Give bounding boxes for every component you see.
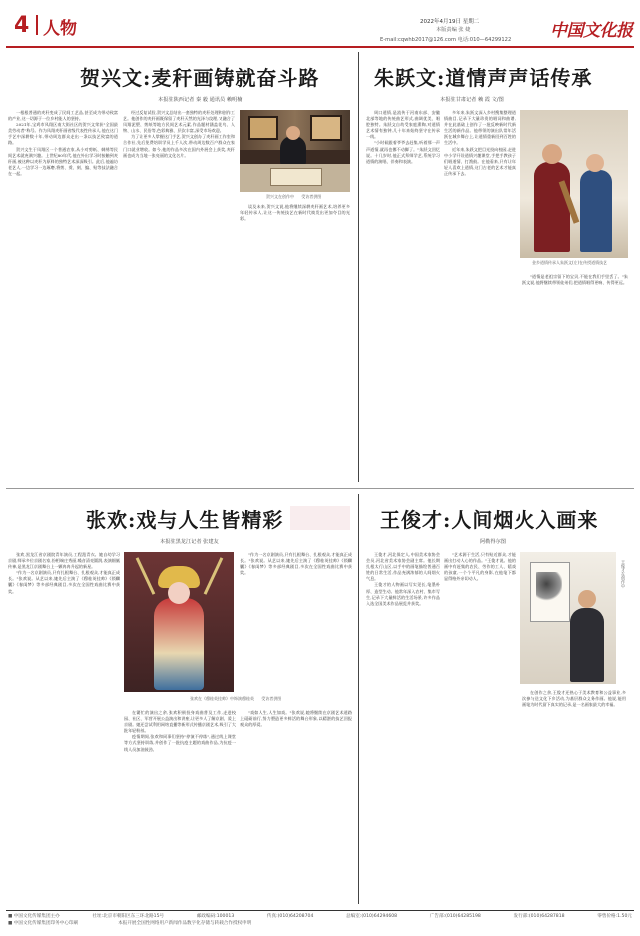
caption-text: 张欢在《穆桂英挂帅》中饰演穆桂英 xyxy=(190,696,254,701)
article-body-col1 xyxy=(8,110,118,480)
artist-head xyxy=(286,126,300,140)
paragraph: "道情是老祖宗留下的宝贝,不能在我们手里丢了。"朱跃文说,他将继续带领徒弟们,把道情唱得更响、传得更远。 xyxy=(522,274,628,286)
column-divider xyxy=(358,494,359,904)
page-footer xyxy=(8,913,632,933)
byline: 本报驻陕西记者 秦 毅 通讯员 赖明楠 xyxy=(158,97,243,103)
paragraph: 疫情期间,张欢和同事们坚持"停演不停练",通过线上课堂等方式坚持训练,并创作了一批抗疫主题的戏曲作品,为抗疫一线人员加油鼓劲。 xyxy=(124,734,236,752)
artist-figure xyxy=(280,136,306,166)
section-name: 人物 xyxy=(43,19,77,39)
newspaper-logo: 中国文化报 xyxy=(550,21,633,41)
paragraph: 王俊才,河北保定人,中国美术家协会会员,河北省美术家协会副主席。他长期扎根太行山区,以手中的画笔描绘普通百姓的日常生活,作品充满浓郁的人间烟火气息。 xyxy=(366,552,440,582)
column-divider xyxy=(358,52,359,482)
paragraph: 近年来,朱跃文把目光投向校园,走进中小学开设道情兴趣课堂,手把手教孩子们唱道情、打渔鼓。在他看来,只有让年轻人喜欢上道情,这门古老的艺术才能真正传承下去。 xyxy=(444,146,516,176)
article-body-col3 xyxy=(240,710,352,902)
section-divider-rule xyxy=(6,488,634,489)
photo-caption xyxy=(266,194,356,199)
byline: 本报驻黑龙江记者 张建友 xyxy=(160,539,219,545)
article-body-col2 xyxy=(444,552,516,902)
footer-row-2 xyxy=(8,920,632,927)
opera-costume xyxy=(154,598,204,690)
postcode: 邮政编码:100013 xyxy=(196,914,235,919)
performer-figure xyxy=(534,162,570,252)
editorial-phone: 总编室:(010)64294608 xyxy=(346,914,398,919)
contact-info: E-mail:cqwhb2017@126.com 电话:010—64299122 xyxy=(380,37,512,43)
article-body-col3 xyxy=(522,274,628,480)
paragraph: "艺术源于生活,只有贴近群众,才能画出打动人心的作品。"王俊才说。他的画中有赶集的农民、劳作的工人、嬉戏的孩童,一个个平凡的身影,在他笔下都显得格外亲切动人。 xyxy=(444,552,516,582)
article-body-col2 xyxy=(444,110,516,480)
byline: 阿勒得尔图 xyxy=(480,539,506,545)
paragraph: 王俊才的人物画以写实见长,笔墨朴厚、造型生动。他常年深入农村、集市写生,记录下大量鲜活的生活场景,许多作品入选全国美术作品展览并获奖。 xyxy=(366,582,440,606)
article-body-col1 xyxy=(366,552,440,902)
photo-caption: 金乡道情传承人朱跃文(左)在传授道情技艺 xyxy=(532,260,608,265)
paragraph: "作为一名京剧演员,只有扎根舞台、扎根观众,才能真正成长。"张欢说。从艺以来,她先后主演了《穆桂英挂帅》《锁麟囊》《春闺梦》等多部经典剧目,多次在全国性戏曲比赛中获奖。 xyxy=(240,552,352,576)
printer: ■ 中国文化传媒集团印务中心印刷 xyxy=(8,921,79,926)
article-body-col1 xyxy=(366,110,440,480)
fax: 传真:(010)64208704 xyxy=(266,914,314,919)
publisher: ■ 中国文化传媒集团主办 xyxy=(8,914,60,919)
footer-row-1 xyxy=(8,913,632,920)
paragraph: "小时候跟着爷爷去赶集,听着那一声声道情,就再也挪不动脚了。"朱跃文回忆说。十几岁时,他正式拜师学艺,系统学习道情的演唱、伴奏和表演。 xyxy=(366,140,440,164)
footer-rule xyxy=(6,910,634,911)
copyright-notice: 本报开展全国性网络用户新闻作品数字化存储与转载合作授权申明 xyxy=(118,921,252,926)
article-zhuyuewen xyxy=(362,48,634,488)
painter-figure xyxy=(570,608,604,682)
ad-phone: 广告部:(010)64285198 xyxy=(429,914,481,919)
painter-head xyxy=(578,590,596,608)
article-body-col3 xyxy=(240,204,350,480)
page-header xyxy=(0,0,640,46)
framed-painting-icon xyxy=(248,116,278,140)
headline-accent xyxy=(290,506,350,530)
paragraph: 谈及未来,贺兴文说,他将继续深耕麦秆画艺术,培养更多年轻传承人,让这一传统技艺在新时代焕发出更加夺目的光彩。 xyxy=(240,204,350,222)
paragraph: 在繁忙的演出之余,张欢积极投身戏曲普及工作,走进校园、社区、军营开展公益演出和讲座,让更多人了解京剧、爱上京剧。她还尝试利用网络直播等新形式传播京剧艺术,吸引了大批年轻粉丝。 xyxy=(124,710,236,734)
paragraph: "戏如人生,人生如戏。"张欢说,她将继续在京剧艺术道路上砥砺前行,努力塑造更多鲜活的舞台形象,以精湛的技艺回报观众的厚爱。 xyxy=(240,710,352,728)
article-hexingwen xyxy=(0,48,355,488)
article-body-col1 xyxy=(8,552,120,902)
distribution-phone: 发行部:(010)64287818 xyxy=(513,914,565,919)
paragraph: 为了让更多人掌握这门手艺,贺兴文创办了麦秆画工作室和合作社,先后免费培训学员上千人次,带动周边数百户群众在家门口就业增收。如今,他的作品多次在国内外展会上获奖,麦秆画也成为当地一张亮丽的文化名片。 xyxy=(123,134,235,158)
paragraph: 一根根普通的麦秆变成了民间工艺品,甚至成为带动致富的产业,这一切源于一位乡村能人的坚持。 xyxy=(8,110,118,122)
article-photo xyxy=(240,110,350,192)
article-zhanghuan xyxy=(0,490,355,908)
article-photo xyxy=(124,552,234,692)
article-body-col3 xyxy=(522,690,626,902)
framed-painting-icon xyxy=(310,115,342,141)
performer-head xyxy=(542,144,562,164)
address: 社址:北京市朝阳区东三环北路15号 xyxy=(92,914,165,919)
byline: 本报驻甘肃记者 赖 霞 文/图 xyxy=(440,97,504,103)
issue-date: 2022年4月19日 星期二 xyxy=(420,19,480,25)
paragraph: 张欢,黑龙江省京剧院青年演员,工程派青衣。她自幼学习京剧,师承多位京剧名家,扮相端庄秀丽,嗓音清亮圆润,表演细腻传神,是黑龙江京剧舞台上一颗冉冉升起的新星。 xyxy=(8,552,120,570)
caption-credit: 受访者供图 xyxy=(261,696,282,701)
student-figure xyxy=(580,170,612,252)
article-photo xyxy=(520,552,616,684)
article-photo xyxy=(520,110,628,258)
article-body-col2 xyxy=(124,710,236,902)
page-number: 4 xyxy=(14,13,30,38)
headline: 张欢:戏与人生皆精彩 xyxy=(86,508,284,532)
artwork-on-table xyxy=(270,168,322,186)
paragraph: 多年来,朱跃文深入乡村搜集整理道情曲目,记录下大量珍贵的唱词和曲谱,并在此基础上创作了一批反映新时代新生活的新作品。他带领的演出队常年活跃在城乡舞台上,让道情重新回到百姓的生活中。 xyxy=(444,110,516,146)
ink-stroke xyxy=(536,572,562,602)
article-body-col2 xyxy=(123,110,235,480)
headline: 朱跃文:道情声声话传承 xyxy=(374,66,593,90)
paragraph: 2021年,宝鸡市凤翔区南大街社区的贺兴文荣获"全国最美劳动者"称号。作为凤翔麦秆画省级代表性传承人,他在这门手艺中深耕数十年,带动周边群众走出一条以技艺致富的道路。 xyxy=(8,122,118,146)
paragraph: 经过反复试验,贺兴文总结出一套独特的麦秆处理和创作工艺。他创作的麦秆画既保留了麦秆天然的光泽与纹理,又融合了凤翔泥塑、剪纸等地方民间艺术元素,作品题材涵盖花鸟、人物、山水、民俗等,色彩典雅、层次丰富,深受市场欢迎。 xyxy=(123,110,235,134)
headline: 贺兴文:麦秆画铸就奋斗路 xyxy=(80,66,320,90)
caption-credit: 受访者供图 xyxy=(301,194,322,199)
paragraph: 周口道情,是流传于河南东部、安徽北部等地的传统曲艺形式,曲调优美、唱腔独特。朱跃文自幼受家庭熏陶,对道情艺术情有独钟,几十年来始终坚守在传承一线。 xyxy=(366,110,440,140)
photo-caption: 王俊才在创作中 xyxy=(621,560,626,588)
student-head xyxy=(586,154,604,172)
price: 零售价格:1.50元 xyxy=(597,914,632,919)
editor-credit: 本版责编 张 婕 xyxy=(436,27,471,33)
article-wangjuncai xyxy=(362,490,634,908)
headline: 王俊才:人间烟火入画来 xyxy=(380,508,599,532)
article-body-col3-upper xyxy=(240,552,352,692)
photo-caption xyxy=(190,696,350,701)
paragraph: "作为一名京剧演员,只有扎根舞台、扎根观众,才能真正成长。"张欢说。从艺以来,她先后主演了《穆桂英挂帅》《锁麟囊》《春闺梦》等多部经典剧目,多次在全国性戏曲比赛中获奖。 xyxy=(8,570,120,594)
paragraph: 贺兴文生于凤翔区一个普通农家,从小对剪纸、刺绣等民间艺术就充满兴趣。上世纪80年代,他在外出学习时接触到麦秆画,被这种以麦秆为原料的独特艺术深深吸引。此后,他遍访老艺人,一边学习一边琢磨,将剪、烫、刻、编、贴等技法融合在一起。 xyxy=(8,146,118,176)
caption-text: 贺兴文在创作中 xyxy=(266,194,294,199)
performer-face xyxy=(168,582,190,604)
paragraph: 在创作之余,王俊才还热心于美术教育和公益事业,多次参与送文化下乡活动,为基层群众义务作画。他说,能用画笔为时代留下真实的记录,是一名画家最大的幸福。 xyxy=(522,690,626,708)
section-divider xyxy=(36,15,38,35)
